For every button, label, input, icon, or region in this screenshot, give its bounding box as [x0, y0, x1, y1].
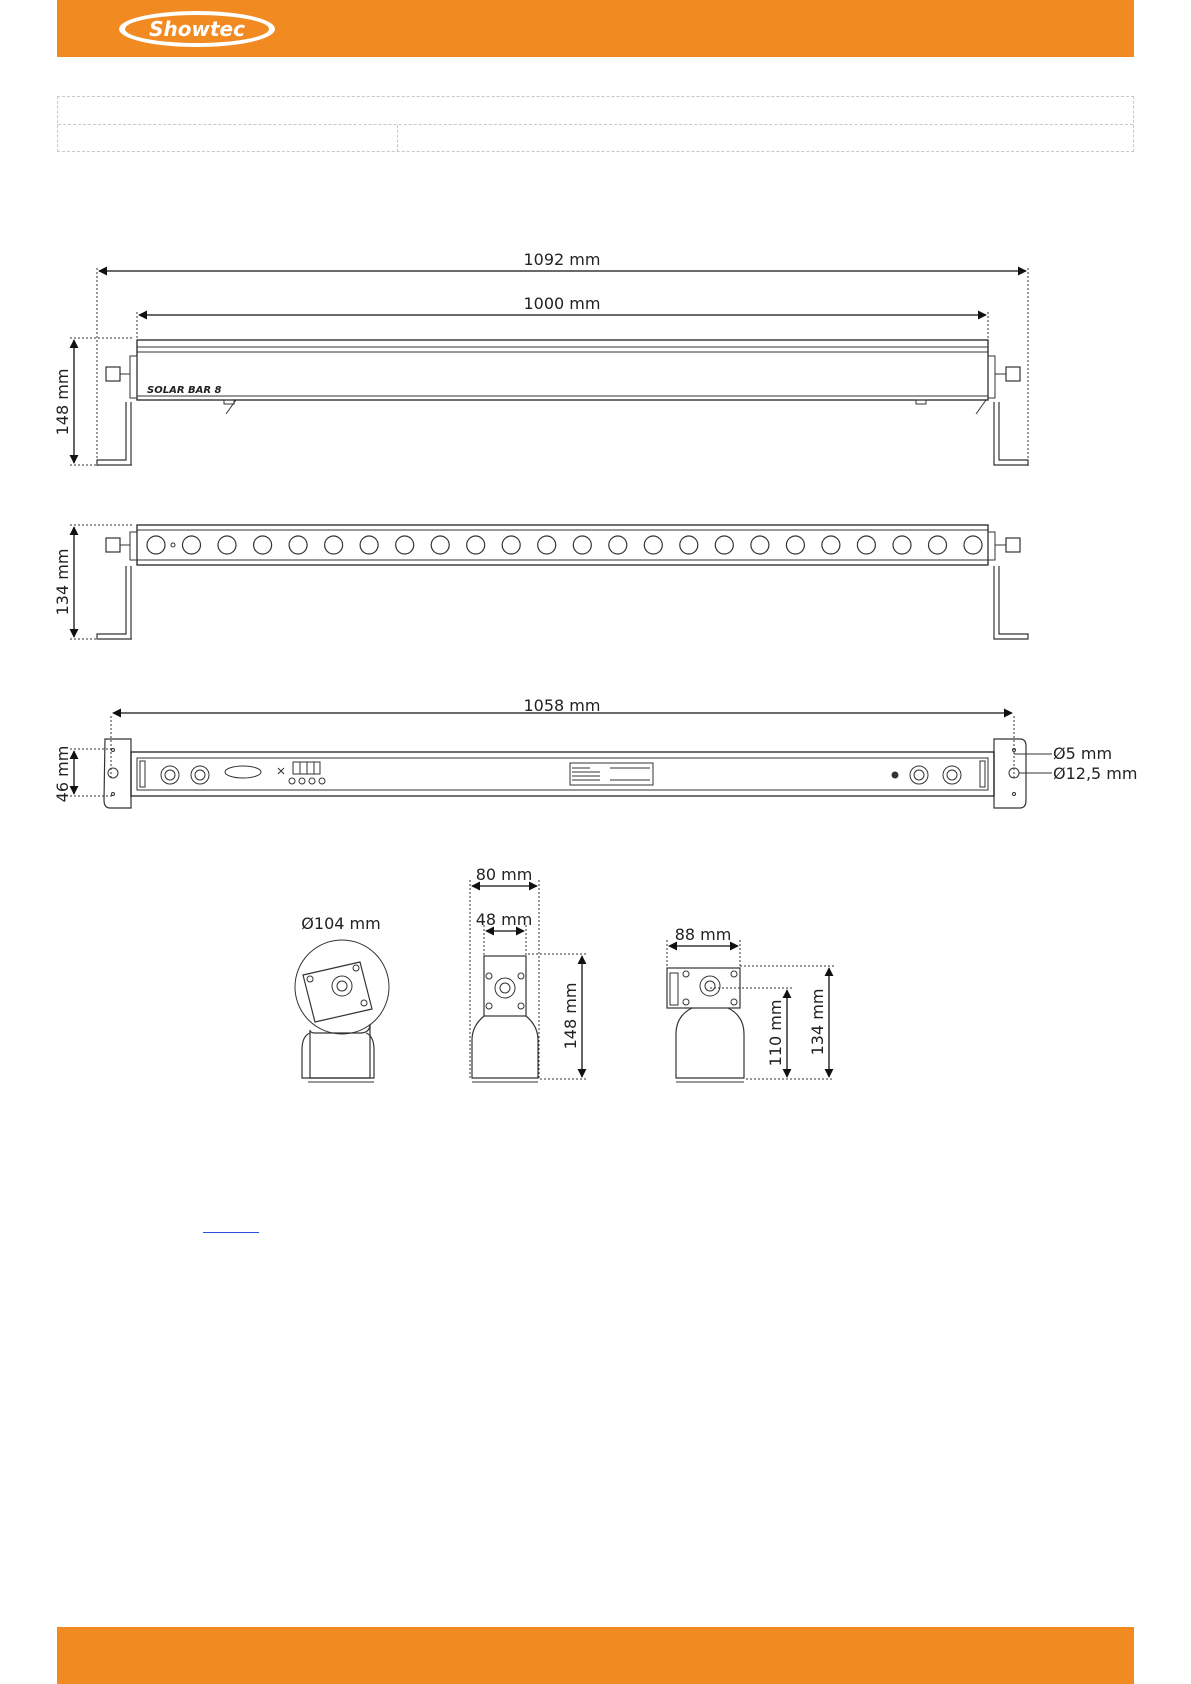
bracket-width-label: 88 mm — [674, 925, 732, 944]
rear-depth-label: 46 mm — [53, 745, 72, 803]
hole-small-label: Ø5 mm — [1053, 744, 1113, 763]
front-height-label: 148 mm — [53, 368, 72, 436]
led-lens — [218, 536, 236, 554]
led-lens — [857, 536, 875, 554]
width-outer-label: 80 mm — [475, 865, 533, 884]
led-lens — [822, 536, 840, 554]
led-row — [147, 536, 982, 554]
led-lens — [929, 536, 947, 554]
led-lens — [751, 536, 769, 554]
led-lens — [893, 536, 911, 554]
led-lens — [467, 536, 485, 554]
rear-length-label: 1058 mm — [523, 696, 601, 715]
front-overall-width-label: 1092 mm — [523, 250, 601, 269]
led-lens — [538, 536, 556, 554]
svg-text:Showtec: Showtec — [149, 17, 245, 41]
total-height-label: 134 mm — [808, 988, 827, 1056]
side-view-rotated — [295, 940, 389, 1082]
hole-large-label: Ø12,5 mm — [1053, 764, 1138, 783]
front-body-width-label: 1000 mm — [523, 294, 601, 313]
led-lens — [360, 536, 378, 554]
led-lens — [289, 536, 307, 554]
pivot-height-label: 110 mm — [766, 999, 785, 1067]
width-inner-label: 48 mm — [475, 910, 533, 929]
footer-bar — [57, 1627, 1134, 1684]
led-lens — [431, 536, 449, 554]
led-lens — [183, 536, 201, 554]
led-lens — [325, 536, 343, 554]
led-lens — [680, 536, 698, 554]
product-name-label: SOLAR BAR 8 — [147, 385, 222, 396]
led-lens — [502, 536, 520, 554]
top-height-label: 134 mm — [53, 548, 72, 616]
hyperlink-underline[interactable] — [203, 1232, 259, 1233]
led-lens — [254, 536, 272, 554]
led-lens — [715, 536, 733, 554]
led-lens — [147, 536, 165, 554]
rear-view — [70, 713, 1052, 808]
led-lens — [573, 536, 591, 554]
led-lens — [609, 536, 627, 554]
led-lens — [964, 536, 982, 554]
height-full-label: 148 mm — [561, 982, 580, 1050]
top-view — [70, 525, 1028, 639]
led-lens — [396, 536, 414, 554]
led-lens — [644, 536, 662, 554]
rotation-diameter-label: Ø104 mm — [301, 914, 381, 933]
led-lens — [786, 536, 804, 554]
